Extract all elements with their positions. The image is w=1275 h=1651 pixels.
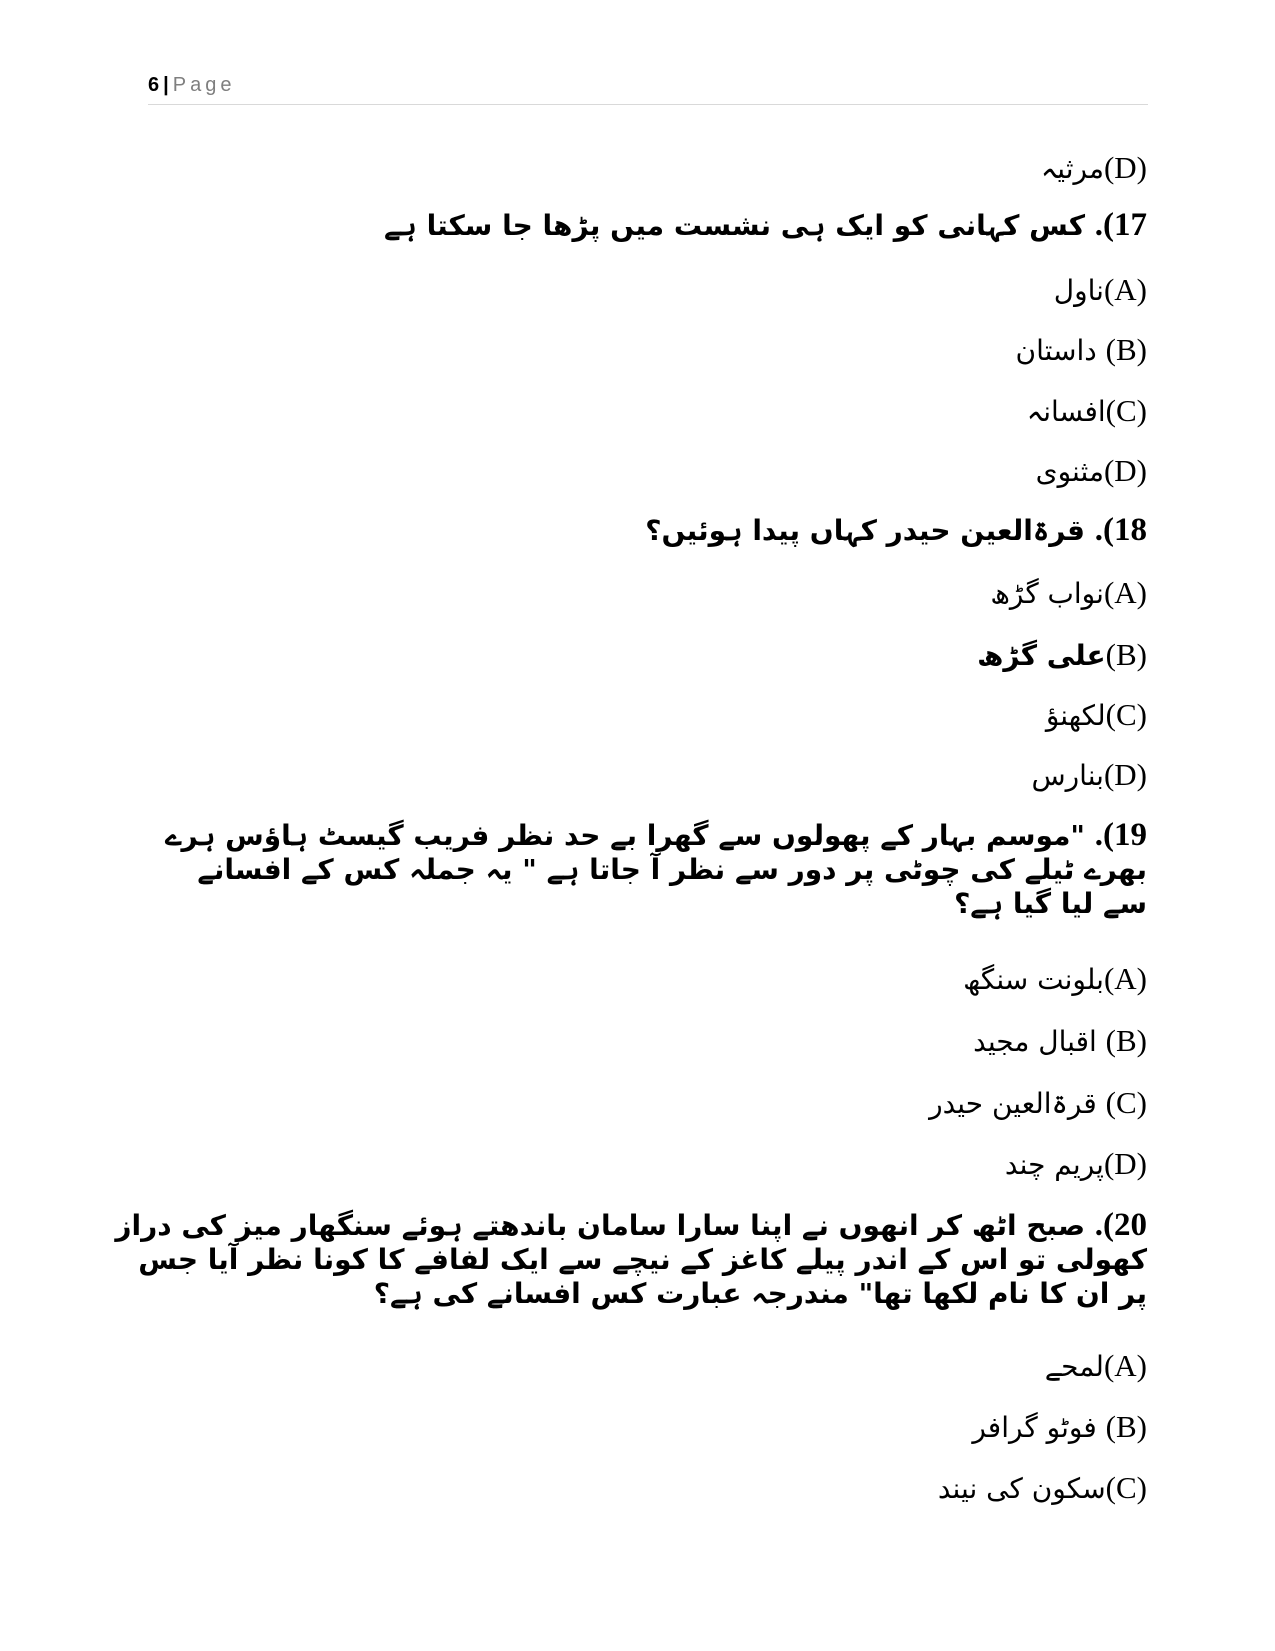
question-line: پر ان کا نام لکھا تھا" مندرجہ عبارت کس افسانے کی ہے؟	[373, 1277, 1147, 1310]
option-text: لمحے	[1044, 1350, 1104, 1383]
question-number: 17).	[1094, 207, 1147, 243]
option-18-a	[990, 575, 1147, 611]
option-tag: (D)	[1103, 150, 1147, 185]
option-tag: (C)	[1105, 1085, 1147, 1120]
option-tag: (C)	[1105, 1470, 1147, 1505]
option-tag: (C)	[1105, 393, 1147, 428]
question-line: کھولی تو اس کے اندر پیلے کاغز کے نیچے سے ایک لفافے کا کونا نظر آیا جس	[138, 1243, 1147, 1276]
option-text: پریم چند	[1004, 1148, 1104, 1181]
option-text: داستان	[1015, 334, 1106, 367]
option-tag: (A)	[1103, 1348, 1147, 1383]
option-tag: (C)	[1105, 697, 1147, 732]
option-text: نواب گڑھ	[990, 577, 1104, 610]
question-text: صبح اٹھ کر انھوں نے اپنا سارا سامان باندھتے ہوئے سنگھار میز کی دراز	[115, 1209, 1085, 1242]
option-18-c	[1046, 697, 1147, 733]
question-19	[165, 818, 1147, 921]
page-label: Page	[172, 74, 236, 96]
option-16-d	[1041, 150, 1147, 186]
question-number: 18).	[1094, 512, 1147, 548]
option-20-a	[1045, 1348, 1147, 1384]
option-19-b	[973, 1023, 1147, 1059]
option-17-c	[1027, 393, 1147, 429]
page-number: 6	[148, 74, 160, 96]
option-tag: (A)	[1103, 272, 1147, 307]
option-tag: (B)	[1105, 1023, 1147, 1058]
question-text: "موسم بہار کے پھولوں سے گھرا بے حد نظر فریب گیسٹ ہاؤس ہرے	[165, 819, 1085, 852]
option-18-b	[977, 637, 1147, 673]
option-19-d	[1005, 1146, 1147, 1182]
option-tag: (D)	[1103, 453, 1147, 488]
option-tag: (D)	[1103, 1146, 1147, 1181]
option-17-b	[1016, 332, 1147, 368]
question-line	[165, 818, 1147, 853]
option-17-d	[1036, 453, 1147, 489]
question-20	[115, 1208, 1147, 1311]
question-line: بھرے ٹیلے کی چوٹی پر دور سے نظر آ جاتا ہے " یہ جملہ کس کے افسانے	[197, 853, 1147, 886]
question-18	[645, 512, 1147, 549]
option-19-a	[963, 961, 1147, 997]
option-text: ناول	[1053, 274, 1104, 307]
page-header	[148, 74, 1148, 105]
option-19-c	[929, 1085, 1147, 1121]
option-tag: (B)	[1105, 637, 1147, 672]
question-text: قرۃالعین حیدر کہاں پیدا ہوئیں؟	[645, 514, 1085, 547]
option-18-d	[1031, 757, 1147, 793]
option-text: سکون کی نیند	[937, 1472, 1106, 1505]
question-text: کس کہانی کو ایک ہی نشست میں پڑھا جا سکتا ہے	[384, 209, 1085, 242]
option-text: لکھنؤ	[1045, 699, 1106, 732]
option-text: بلونت سنگھ	[963, 963, 1104, 996]
option-text: مثنوی	[1035, 455, 1104, 488]
option-text: اقبال مجید	[973, 1025, 1106, 1058]
option-text: علی گڑھ	[977, 639, 1106, 672]
question-number: 20).	[1094, 1207, 1147, 1243]
question-line: سے لیا گیا ہے؟	[954, 887, 1147, 920]
option-text: قرۃالعین حیدر	[929, 1087, 1106, 1120]
question-17	[384, 207, 1147, 244]
header-separator: |	[163, 74, 169, 96]
option-20-c	[938, 1470, 1147, 1506]
option-17-a	[1054, 272, 1147, 308]
option-text: افسانہ	[1026, 395, 1106, 428]
option-text: بنارس	[1031, 759, 1104, 792]
question-line	[115, 1208, 1147, 1243]
option-tag: (D)	[1103, 757, 1147, 792]
option-tag: (B)	[1105, 332, 1147, 367]
option-text: مرثیہ	[1040, 152, 1104, 185]
option-text: فوٹو گرافر	[972, 1411, 1106, 1444]
option-tag: (A)	[1103, 961, 1147, 996]
question-number: 19).	[1094, 817, 1147, 853]
option-tag: (A)	[1103, 575, 1147, 610]
option-tag: (B)	[1105, 1409, 1147, 1444]
option-20-b	[972, 1409, 1147, 1445]
